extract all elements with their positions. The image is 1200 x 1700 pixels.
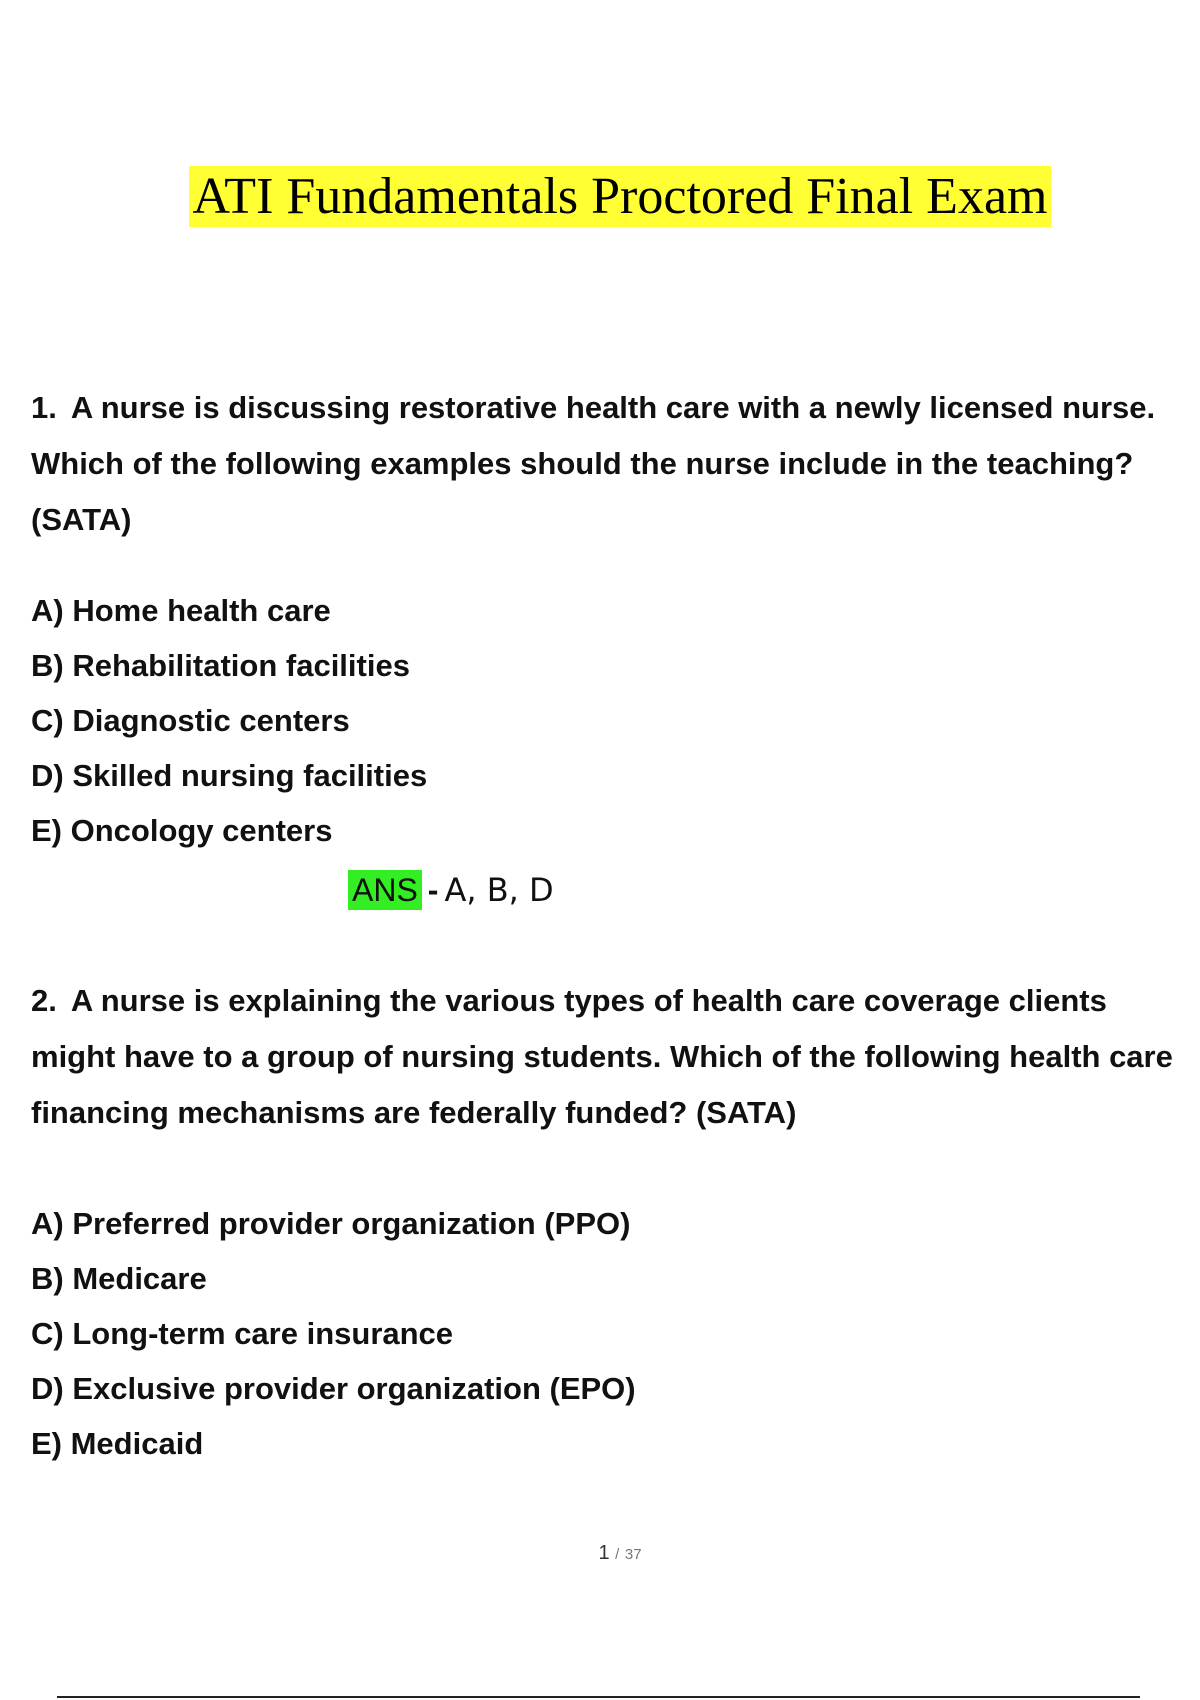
question-1-option-c: C) Diagnostic centers <box>31 703 350 738</box>
page-indicator <box>0 1542 1200 1565</box>
question-1-answer <box>348 868 554 912</box>
answer-badge: ANS <box>348 870 422 910</box>
question-1-options <box>31 583 1131 858</box>
page-total: 37 <box>624 1546 642 1563</box>
question-2-text: A nurse is explaining the various types of health care coverage clients might have to a group of nursing students. Which of the following health care financing mechanisms are federally funded? (SATA) <box>31 983 1173 1130</box>
question-2-option-a: A) Preferred provider organization (PPO) <box>31 1206 631 1241</box>
question-1-number: 1. <box>31 390 57 425</box>
question-2-option-d: D) Exclusive provider organization (EPO) <box>31 1371 636 1406</box>
question-2-options <box>31 1196 1131 1471</box>
question-2-option-c: C) Long-term care insurance <box>31 1316 454 1351</box>
page-title <box>0 168 1200 225</box>
page-separator: / <box>615 1546 620 1563</box>
question-2-option-e: E) Medicaid <box>31 1426 204 1461</box>
question-2-option-b: B) Medicare <box>31 1261 207 1296</box>
page-title-text: ATI Fundamentals Proctored Final Exam <box>189 166 1052 227</box>
question-1 <box>31 380 1181 548</box>
question-2 <box>31 973 1181 1141</box>
question-1-option-a: A) Home health care <box>31 593 331 628</box>
page-bottom-divider <box>57 1696 1140 1698</box>
question-1-option-d: D) Skilled nursing facilities <box>31 758 428 793</box>
question-1-option-e: E) Oncology centers <box>31 813 333 848</box>
page-current: 1 <box>598 1542 610 1564</box>
question-1-option-b: B) Rehabilitation facilities <box>31 648 410 683</box>
answer-value: A, B, D <box>444 871 554 909</box>
question-1-text: A nurse is discussing restorative health care with a newly licensed nurse. Which of the following examples should the nurse include in the teaching? (SATA) <box>31 390 1156 537</box>
answer-separator: - <box>427 872 439 908</box>
question-2-number: 2. <box>31 983 57 1018</box>
